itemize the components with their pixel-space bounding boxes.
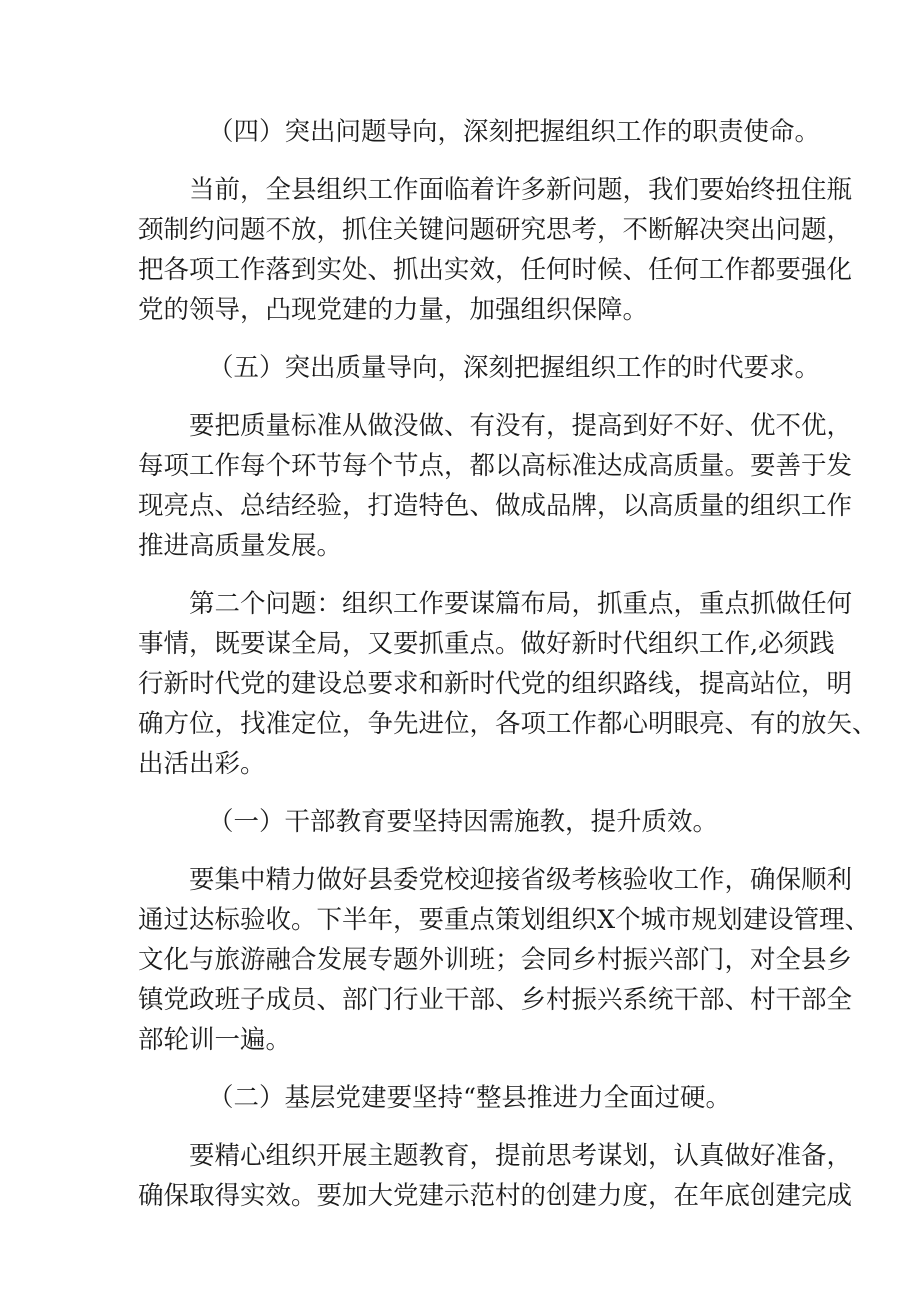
- heading-line: （四）突出问题导向，深刻把握组织工作的职责使命。: [208, 117, 821, 147]
- heading-line: （五）突出质量导向，深刻把握组织工作的时代要求。: [208, 353, 821, 383]
- heading-line: （一）干部教育要坚持因需施教，提升质效。: [208, 807, 719, 837]
- section-heading: [138, 112, 821, 152]
- heading-line: （二）基层党建要坚持“整县推进力全面过硬。: [208, 1083, 732, 1113]
- paragraph-line: 把各项工作落到实处、抓出实效，任何时候、任何工作都要强化: [138, 255, 853, 285]
- body-paragraph: [138, 860, 871, 1060]
- paragraph-line: 第二个问题：组织工作要谋篇布局，抓重点，重点抓做任何: [189, 589, 853, 619]
- paragraph-line: 当前，全县组织工作面临着许多新问题，我们要始终扭住瓶: [189, 175, 853, 205]
- body-paragraph: [138, 406, 853, 566]
- paragraph-line: 党的领导，凸现党建的力量，加强组织保障。: [138, 295, 649, 325]
- paragraph-line: 确保取得实效。要加大党建示范村的创建力度，在年底创建完成: [138, 1181, 853, 1211]
- paragraph-line: 确方位，找准定位，争先进位，各项工作都心明眼亮、有的放矢、: [138, 709, 878, 739]
- body-paragraph: [138, 170, 853, 330]
- paragraph-line: 要精心组织开展主题教育，提前思考谋划，认真做好准备，: [189, 1141, 853, 1171]
- body-paragraph: [138, 1136, 853, 1216]
- paragraph-line: 每项工作每个环节每个节点，都以高标准达成高质量。要善于发: [138, 451, 853, 481]
- section-heading: [138, 802, 788, 842]
- paragraph-line: 文化与旅游融合发展专题外训班；会同乡村振兴部门，对全县乡: [138, 945, 853, 975]
- body-paragraph: [138, 584, 878, 784]
- paragraph-line: 出活出彩。: [138, 749, 266, 779]
- paragraph-line: 行新时代党的建设总要求和新时代党的组织路线，提高站位，明: [138, 669, 853, 699]
- paragraph-line: 推进高质量发展。: [138, 531, 343, 561]
- paragraph-line: 事情，既要谋全局，又要抓重点。做好新时代组织工作,必须践: [138, 629, 835, 659]
- section-heading: [138, 1078, 788, 1118]
- paragraph-line: 要集中精力做好县委党校迎接省级考核验收工作，确保顺利: [189, 865, 853, 895]
- paragraph-line: 镇党政班子成员、部门行业干部、乡村振兴系统干部、村干部全: [138, 985, 853, 1015]
- paragraph-line: 颈制约问题不放，抓住关键问题研究思考，不断解决突出问题，: [138, 215, 853, 245]
- paragraph-line: 通过达标验收。下半年，要重点策划组织X个城市规划建设管理、: [138, 905, 871, 935]
- section-heading: [138, 348, 821, 388]
- paragraph-line: 部轮训一遍。: [138, 1025, 292, 1055]
- paragraph-line: 要把质量标准从做没做、有没有，提高到好不好、优不优，: [189, 411, 853, 441]
- paragraph-line: 现亮点、总结经验，打造特色、做成品牌，以高质量的组织工作: [138, 491, 853, 521]
- document-page: [138, 112, 878, 1234]
